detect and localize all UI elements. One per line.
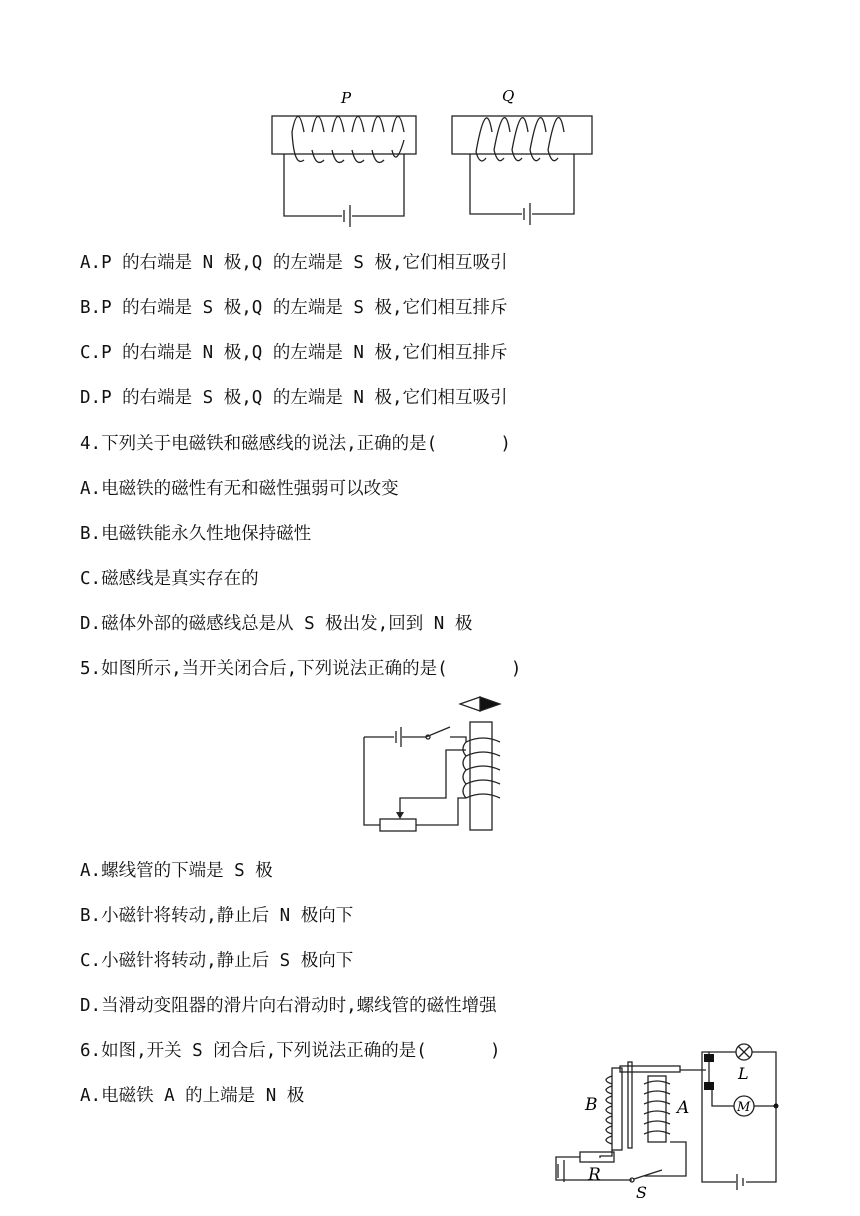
label-a: A <box>677 1098 690 1118</box>
q5-option-b: B.小磁针将转动,静止后 N 极向下 <box>80 906 354 926</box>
q4-option-c: C.磁感线是真实存在的 <box>80 569 259 589</box>
solenoid-pq-figure <box>0 0 860 240</box>
q4-option-a: A.电磁铁的磁性有无和磁性强弱可以改变 <box>80 479 399 499</box>
q5-option-a: A.螺线管的下端是 S 极 <box>80 861 273 881</box>
label-r: R <box>588 1165 601 1185</box>
compass-needle <box>460 697 500 711</box>
label-s: S <box>636 1183 647 1202</box>
label-p: P <box>341 89 352 107</box>
q6-stem: 6.如图,开关 S 闭合后,下列说法正确的是( ) <box>80 1041 501 1061</box>
relay-circuit-figure <box>0 1030 860 1216</box>
label-q: Q <box>502 87 515 105</box>
label-l: L <box>738 1064 749 1083</box>
label-b: B <box>585 1095 598 1115</box>
q3-option-b: B.P 的右端是 S 极,Q 的左端是 S 极,它们相互排斥 <box>80 298 508 318</box>
q3-option-c: C.P 的右端是 N 极,Q 的左端是 N 极,它们相互排斥 <box>80 343 508 363</box>
q5-stem: 5.如图所示,当开关闭合后,下列说法正确的是( ) <box>80 659 522 679</box>
solenoid-circuit-figure <box>0 690 860 840</box>
label-m: M <box>737 1100 751 1115</box>
q4-option-b: B.电磁铁能永久性地保持磁性 <box>80 524 312 544</box>
q5-option-c: C.小磁针将转动,静止后 S 极向下 <box>80 951 354 971</box>
q6-option-a: A.电磁铁 A 的上端是 N 极 <box>80 1086 305 1106</box>
q3-option-a: A.P 的右端是 N 极,Q 的左端是 S 极,它们相互吸引 <box>80 253 508 273</box>
solenoid-q <box>452 116 592 225</box>
solenoid-p <box>272 116 416 227</box>
q4-stem: 4.下列关于电磁铁和磁感线的说法,正确的是( ) <box>80 434 511 454</box>
q4-option-d: D.磁体外部的磁感线总是从 S 极出发,回到 N 极 <box>80 614 473 634</box>
q3-option-d: D.P 的右端是 S 极,Q 的左端是 N 极,它们相互吸引 <box>80 388 508 408</box>
q5-option-d: D.当滑动变阻器的滑片向右滑动时,螺线管的磁性增强 <box>80 996 497 1016</box>
